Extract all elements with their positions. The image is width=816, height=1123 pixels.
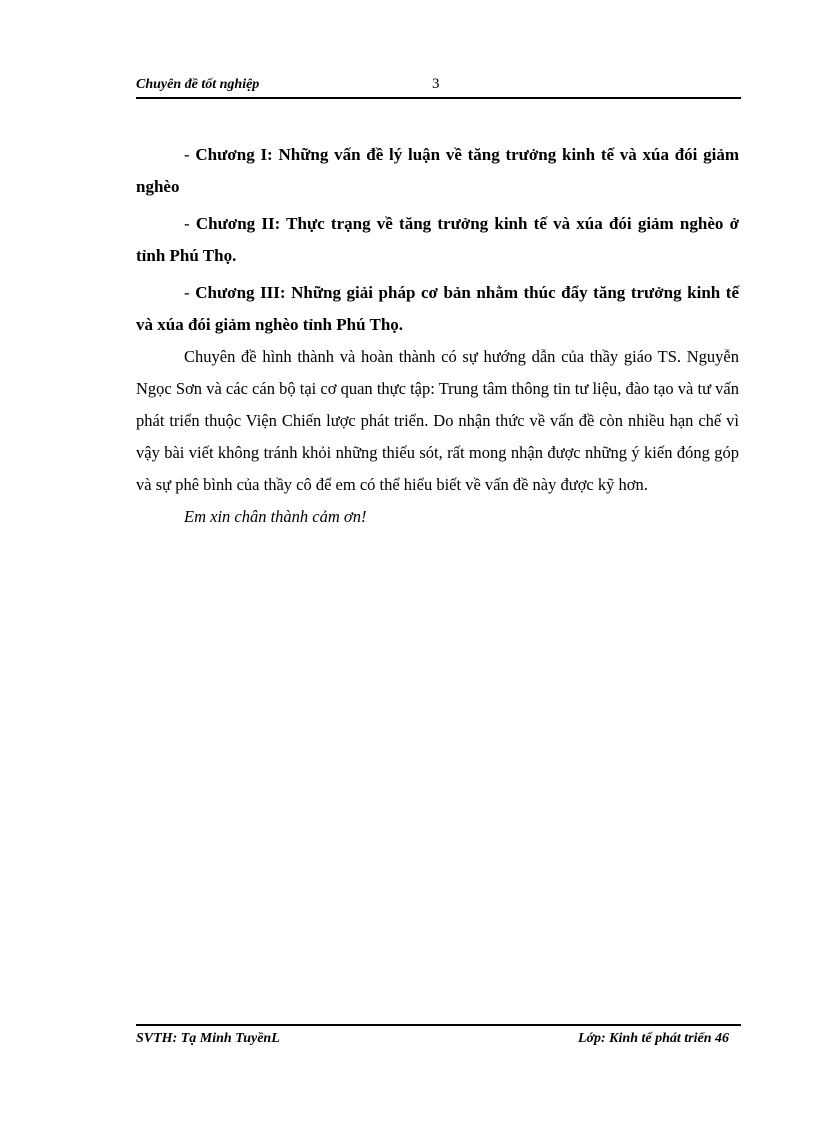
footer-student: SVTH: Tạ Minh TuyềnL: [136, 1031, 280, 1046]
chapter-item-3: [136, 277, 739, 341]
thanks-line: Em xin chân thành cảm ơn!: [184, 507, 367, 526]
chapter-dash: -: [184, 145, 196, 164]
page-content: [136, 139, 739, 533]
body-paragraph: Chuyên đề hình thành và hoàn thành có sự hướng dẫn của thầy giáo TS. Nguyễn Ngọc Sơn và các cán bộ tại cơ quan thực tập: Trung tâm thông tin tư liệu, đào tạo và tư vấn phát triển thuộc Viện Chiến lược phát triển. Do nhận thức về vấn đề còn nhiều hạn chế vì vậy bài viết không tránh khỏi những thiếu sót, rất mong nhận được những ý kiến đóng góp và sự phê bình của thầy cô để em có thể hiểu biết về vấn đề này được kỹ hơn.: [136, 347, 739, 494]
chapter-text: Chương I: Những vấn đề lý luận về tăng trưởng kinh tế và xúa đói giảm nghèo: [136, 145, 739, 196]
footer-class: Lớp: Kinh tế phát triển 46: [577, 1031, 729, 1046]
chapter-dash: -: [184, 283, 196, 302]
chapter-text: Chương III: Những giải pháp cơ bản nhằm thúc đẩy tăng trưởng kinh tế và xúa đói giảm nghèo tỉnh Phú Thọ.: [136, 283, 739, 334]
chapter-item-2: [136, 208, 739, 272]
header-title: Chuyên đề tốt nghiệp: [136, 77, 260, 92]
chapter-item-1: [136, 139, 739, 203]
page-header: [136, 75, 741, 99]
page-footer: [136, 1024, 741, 1050]
chapter-dash: -: [184, 214, 196, 233]
chapter-text: Chương II: Thực trạng về tăng trưởng kinh tế và xúa đói giảm nghèo ở tỉnh Phú Thọ.: [136, 214, 739, 265]
page-number: 3: [432, 76, 440, 92]
